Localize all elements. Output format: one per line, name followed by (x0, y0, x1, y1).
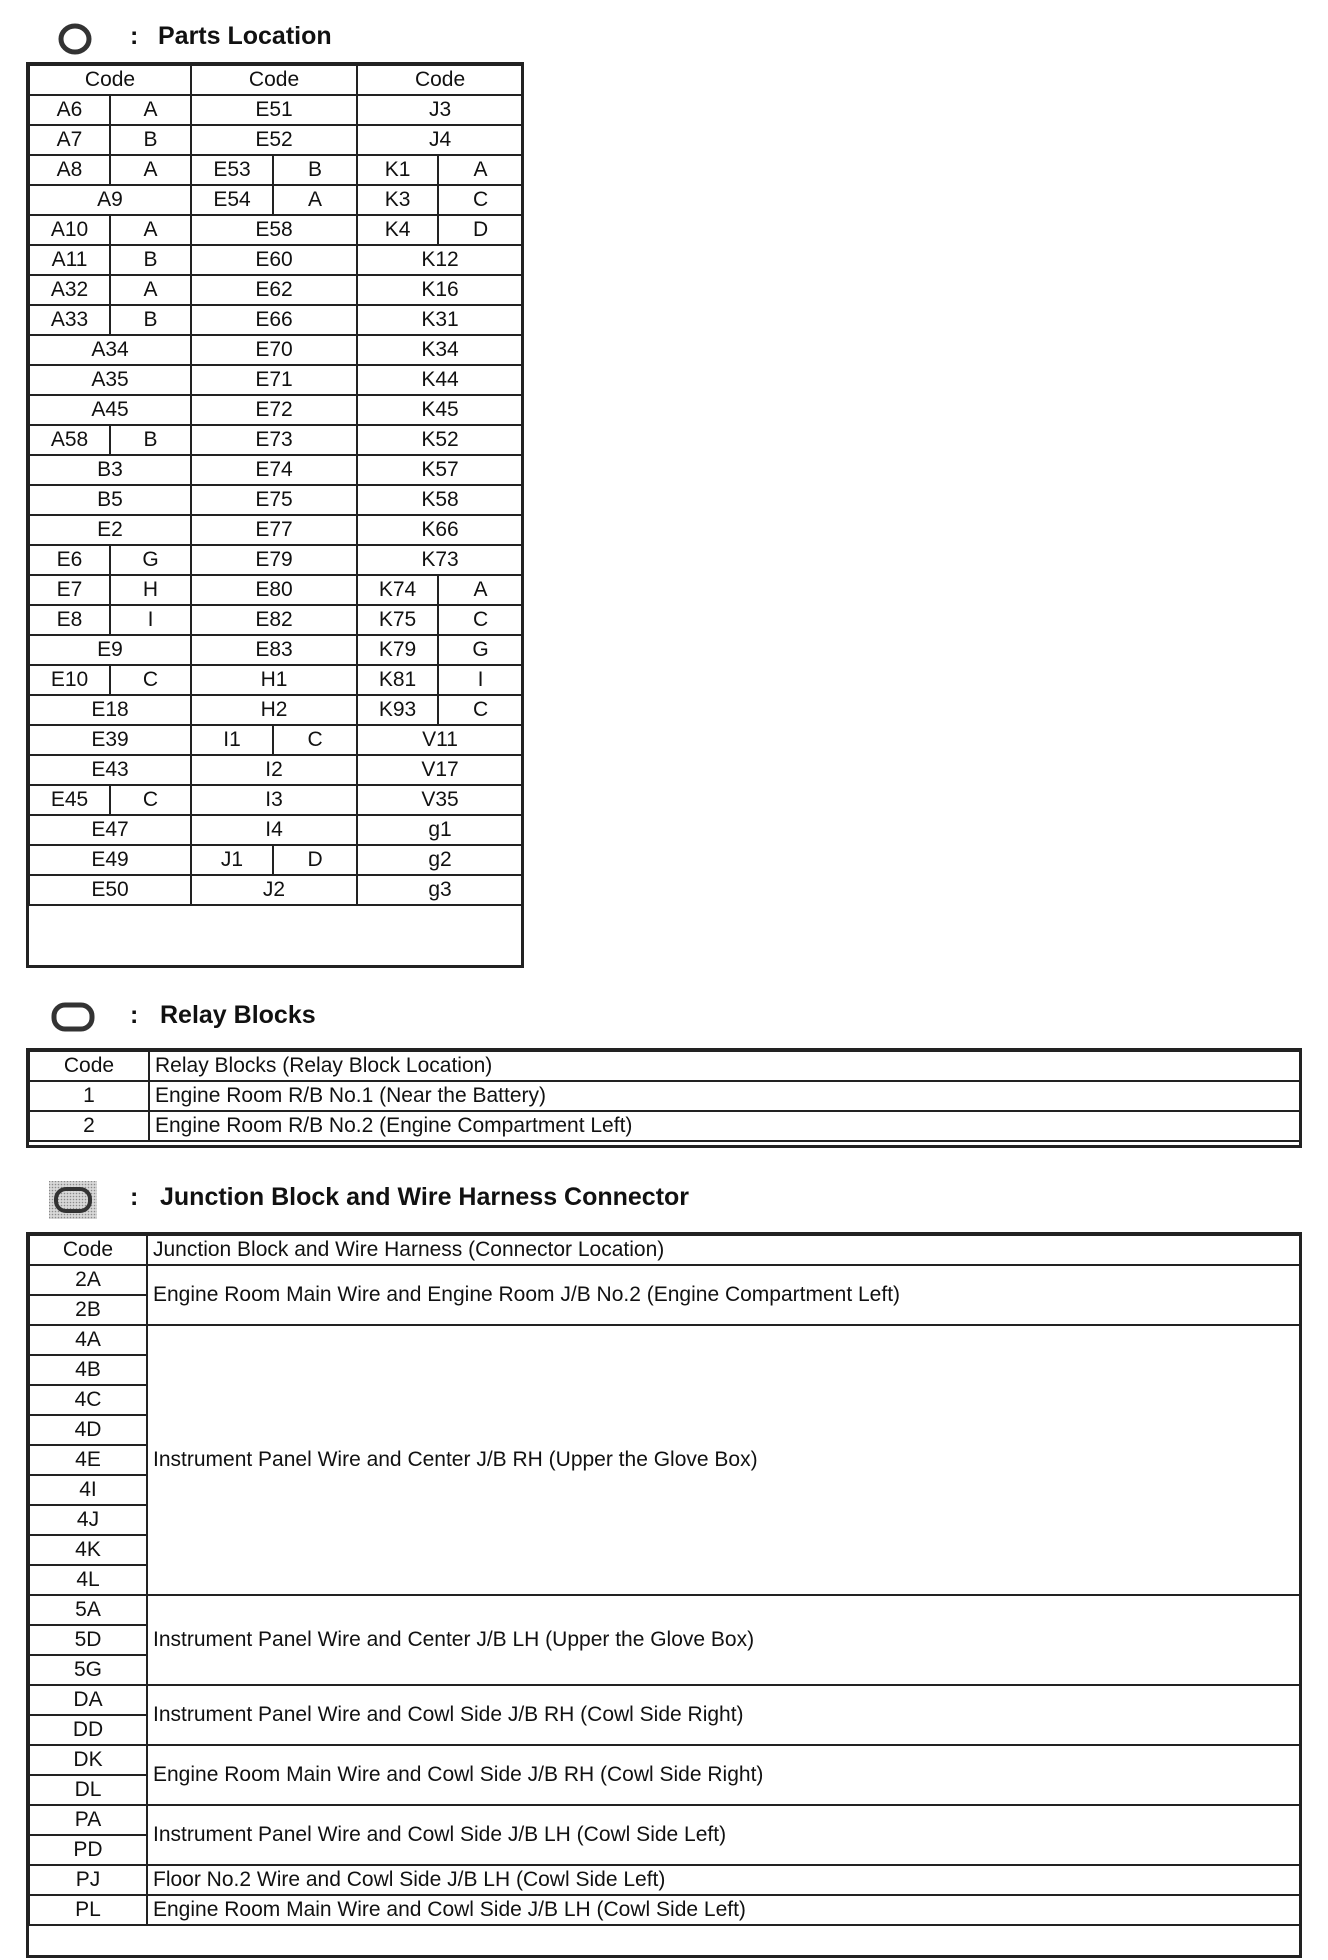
junction-code-cell: 4K (29, 1535, 147, 1565)
parts-code-cell: E50 (29, 875, 191, 905)
parts-code-cell: A10 (29, 215, 110, 245)
parts-code-cell: K3 (357, 185, 438, 215)
junction-code-cell: 4A (29, 1325, 147, 1355)
junction-code-cell: 4L (29, 1565, 147, 1595)
parts-location-table (28, 64, 524, 906)
parts-code-cell: K1 (357, 155, 438, 185)
parts-code-cell: A35 (29, 365, 191, 395)
parts-code-cell: V35 (357, 785, 523, 815)
parts-code-cell: K52 (357, 425, 523, 455)
parts-code-cell: E43 (29, 755, 191, 785)
table-row (29, 845, 523, 875)
parts-location-cell: B (110, 425, 191, 455)
junction-code-cell: PJ (29, 1865, 147, 1895)
parts-code-cell: J1 (191, 845, 273, 875)
parts-code-cell: E52 (191, 125, 357, 155)
parts-code-cell: E49 (29, 845, 191, 875)
parts-code-cell: E54 (191, 185, 273, 215)
parts-location-cell: B (273, 155, 357, 185)
junction-code-cell: 5A (29, 1595, 147, 1625)
parts-code-cell: E80 (191, 575, 357, 605)
table-row (29, 815, 523, 845)
parts-code-cell: K31 (357, 305, 523, 335)
table-row (29, 335, 523, 365)
parts-location-cell: G (438, 635, 523, 665)
parts-code-cell: E18 (29, 695, 191, 725)
table-row (29, 1081, 1301, 1111)
relay-location-cell: Engine Room R/B No.2 (Engine Compartment Left) (149, 1111, 1301, 1141)
circle-symbol-icon (56, 22, 94, 56)
table-row (29, 155, 523, 185)
table-row (29, 1595, 1301, 1625)
parts-code-cell: A32 (29, 275, 110, 305)
junction-blocks-title: Junction Block and Wire Harness Connector (160, 1183, 690, 1211)
column-header: Code (29, 1051, 149, 1081)
parts-location-cell: D (273, 845, 357, 875)
table-row (29, 545, 523, 575)
parts-code-cell: g1 (357, 815, 523, 845)
table-row (29, 425, 523, 455)
parts-code-cell: E82 (191, 605, 357, 635)
table-row (29, 1895, 1301, 1925)
parts-location-cell: A (438, 575, 523, 605)
parts-code-cell: K58 (357, 485, 523, 515)
parts-code-cell: E79 (191, 545, 357, 575)
table-row (29, 485, 523, 515)
parts-code-cell: E74 (191, 455, 357, 485)
parts-code-cell: A9 (29, 185, 191, 215)
table-row (29, 1265, 1301, 1295)
parts-code-cell: A8 (29, 155, 110, 185)
parts-code-cell: E73 (191, 425, 357, 455)
junction-location-cell: Engine Room Main Wire and Cowl Side J/B RH (Cowl Side Right) (147, 1745, 1301, 1805)
table-row (29, 665, 523, 695)
parts-code-cell: I3 (191, 785, 357, 815)
table-row (29, 695, 523, 725)
parts-location-cell: A (110, 275, 191, 305)
rounded-rectangle-symbol-icon (50, 1000, 96, 1034)
table-row (29, 245, 523, 275)
table-row (29, 1745, 1301, 1775)
junction-location-cell: Engine Room Main Wire and Engine Room J/B No.2 (Engine Compartment Left) (147, 1265, 1301, 1325)
parts-code-cell: V11 (357, 725, 523, 755)
parts-location-cell: H (110, 575, 191, 605)
parts-code-cell: E77 (191, 515, 357, 545)
table-row (29, 755, 523, 785)
junction-code-cell: 4B (29, 1355, 147, 1385)
parts-code-cell: A58 (29, 425, 110, 455)
table-row (29, 215, 523, 245)
parts-code-cell: E62 (191, 275, 357, 305)
parts-code-cell: H1 (191, 665, 357, 695)
parts-code-cell: E58 (191, 215, 357, 245)
parts-code-cell: J4 (357, 125, 523, 155)
table-row (29, 395, 523, 425)
parts-code-cell: E47 (29, 815, 191, 845)
table-row (29, 515, 523, 545)
parts-location-cell: B (110, 125, 191, 155)
parts-code-cell: E2 (29, 515, 191, 545)
junction-code-cell: PA (29, 1805, 147, 1835)
parts-code-cell: A11 (29, 245, 110, 275)
parts-location-cell: C (110, 665, 191, 695)
parts-location-colon: : (130, 22, 139, 50)
parts-location-cell: C (110, 785, 191, 815)
parts-location-cell: C (438, 185, 523, 215)
relay-header-row (29, 1051, 1301, 1081)
relay-code-cell: 1 (29, 1081, 149, 1111)
parts-location-cell: D (438, 215, 523, 245)
parts-location-cell: C (273, 725, 357, 755)
parts-code-cell: H2 (191, 695, 357, 725)
junction-blocks-table (28, 1234, 1302, 1926)
table-row (29, 125, 523, 155)
junction-code-cell: PL (29, 1895, 147, 1925)
junction-location-cell: Engine Room Main Wire and Cowl Side J/B LH (Cowl Side Left) (147, 1895, 1301, 1925)
relay-code-cell: 2 (29, 1111, 149, 1141)
parts-location-cell: B (110, 245, 191, 275)
junction-header-row (29, 1235, 1301, 1265)
junction-code-cell: 4D (29, 1415, 147, 1445)
parts-code-cell: K93 (357, 695, 438, 725)
parts-code-cell: I4 (191, 815, 357, 845)
parts-code-cell: A7 (29, 125, 110, 155)
junction-code-cell: DL (29, 1775, 147, 1805)
table-row (29, 875, 523, 905)
parts-code-cell: E53 (191, 155, 273, 185)
shaded-rounded-rectangle-symbol-icon (48, 1180, 98, 1220)
parts-code-cell: B3 (29, 455, 191, 485)
parts-code-cell: A45 (29, 395, 191, 425)
table-row (29, 1685, 1301, 1715)
parts-code-cell: K12 (357, 245, 523, 275)
parts-code-cell: J2 (191, 875, 357, 905)
parts-code-cell: I2 (191, 755, 357, 785)
parts-code-cell: A34 (29, 335, 191, 365)
parts-code-cell: E60 (191, 245, 357, 275)
column-header: Relay Blocks (Relay Block Location) (149, 1051, 1301, 1081)
column-header: Code (29, 65, 191, 95)
table-row (29, 725, 523, 755)
parts-code-cell: K16 (357, 275, 523, 305)
junction-code-cell: DK (29, 1745, 147, 1775)
parts-code-cell: E72 (191, 395, 357, 425)
parts-header-row (29, 65, 523, 95)
parts-location-cell: I (110, 605, 191, 635)
parts-code-cell: E75 (191, 485, 357, 515)
parts-code-cell: E66 (191, 305, 357, 335)
relay-blocks-colon: : (130, 1001, 139, 1029)
column-header: Junction Block and Wire Harness (Connector Location) (147, 1235, 1301, 1265)
parts-code-cell: A6 (29, 95, 110, 125)
parts-code-cell: E7 (29, 575, 110, 605)
table-row (29, 605, 523, 635)
parts-code-cell: E70 (191, 335, 357, 365)
table-row (29, 365, 523, 395)
parts-code-cell: J3 (357, 95, 523, 125)
junction-location-cell: Instrument Panel Wire and Cowl Side J/B LH (Cowl Side Left) (147, 1805, 1301, 1865)
junction-code-cell: 4E (29, 1445, 147, 1475)
table-row (29, 1805, 1301, 1835)
parts-location-cell: A (110, 215, 191, 245)
relay-location-cell: Engine Room R/B No.1 (Near the Battery) (149, 1081, 1301, 1111)
junction-location-cell: Instrument Panel Wire and Center J/B RH (Upper the Glove Box) (147, 1325, 1301, 1595)
column-header: Code (357, 65, 523, 95)
parts-location-cell: G (110, 545, 191, 575)
junction-code-cell: DA (29, 1685, 147, 1715)
parts-code-cell: K73 (357, 545, 523, 575)
junction-code-cell: 2A (29, 1265, 147, 1295)
junction-code-cell: 4J (29, 1505, 147, 1535)
parts-location-title: Parts Location (158, 22, 332, 50)
parts-code-cell: B5 (29, 485, 191, 515)
junction-code-cell: 2B (29, 1295, 147, 1325)
parts-code-cell: g2 (357, 845, 523, 875)
parts-location-cell: C (438, 605, 523, 635)
parts-code-cell: K75 (357, 605, 438, 635)
junction-code-cell: 5D (29, 1625, 147, 1655)
table-row (29, 275, 523, 305)
parts-code-cell: E83 (191, 635, 357, 665)
column-header: Code (191, 65, 357, 95)
junction-code-cell: DD (29, 1715, 147, 1745)
parts-code-cell: E10 (29, 665, 110, 695)
junction-blocks-colon: : (130, 1183, 139, 1211)
parts-code-cell: K79 (357, 635, 438, 665)
column-header: Code (29, 1235, 147, 1265)
parts-location-cell: A (110, 155, 191, 185)
parts-location-cell: B (110, 305, 191, 335)
table-row (29, 305, 523, 335)
parts-code-cell: E39 (29, 725, 191, 755)
parts-location-cell: A (438, 155, 523, 185)
parts-code-cell: g3 (357, 875, 523, 905)
parts-code-cell: I1 (191, 725, 273, 755)
junction-location-cell: Instrument Panel Wire and Center J/B LH (Upper the Glove Box) (147, 1595, 1301, 1685)
relay-blocks-table (28, 1050, 1302, 1142)
parts-location-cell: A (110, 95, 191, 125)
parts-code-cell: K57 (357, 455, 523, 485)
parts-code-cell: K66 (357, 515, 523, 545)
parts-location-cell: C (438, 695, 523, 725)
parts-code-cell: E9 (29, 635, 191, 665)
parts-code-cell: V17 (357, 755, 523, 785)
parts-code-cell: E51 (191, 95, 357, 125)
table-row (29, 1325, 1301, 1355)
junction-code-cell: 5G (29, 1655, 147, 1685)
table-row (29, 95, 523, 125)
parts-code-cell: E71 (191, 365, 357, 395)
junction-code-cell: PD (29, 1835, 147, 1865)
parts-location-cell: I (438, 665, 523, 695)
table-row (29, 785, 523, 815)
table-row (29, 1865, 1301, 1895)
relay-blocks-title: Relay Blocks (160, 1001, 316, 1029)
junction-code-cell: 4C (29, 1385, 147, 1415)
junction-location-cell: Instrument Panel Wire and Cowl Side J/B RH (Cowl Side Right) (147, 1685, 1301, 1745)
table-row (29, 185, 523, 215)
parts-location-cell: A (273, 185, 357, 215)
parts-code-cell: E8 (29, 605, 110, 635)
junction-location-cell: Floor No.2 Wire and Cowl Side J/B LH (Cowl Side Left) (147, 1865, 1301, 1895)
junction-code-cell: 4I (29, 1475, 147, 1505)
parts-code-cell: K34 (357, 335, 523, 365)
parts-code-cell: K45 (357, 395, 523, 425)
parts-code-cell: K81 (357, 665, 438, 695)
parts-code-cell: E6 (29, 545, 110, 575)
parts-code-cell: K44 (357, 365, 523, 395)
table-row (29, 575, 523, 605)
table-row (29, 1111, 1301, 1141)
table-row (29, 635, 523, 665)
table-row (29, 455, 523, 485)
parts-code-cell: A33 (29, 305, 110, 335)
parts-code-cell: K4 (357, 215, 438, 245)
parts-code-cell: E45 (29, 785, 110, 815)
parts-code-cell: K74 (357, 575, 438, 605)
